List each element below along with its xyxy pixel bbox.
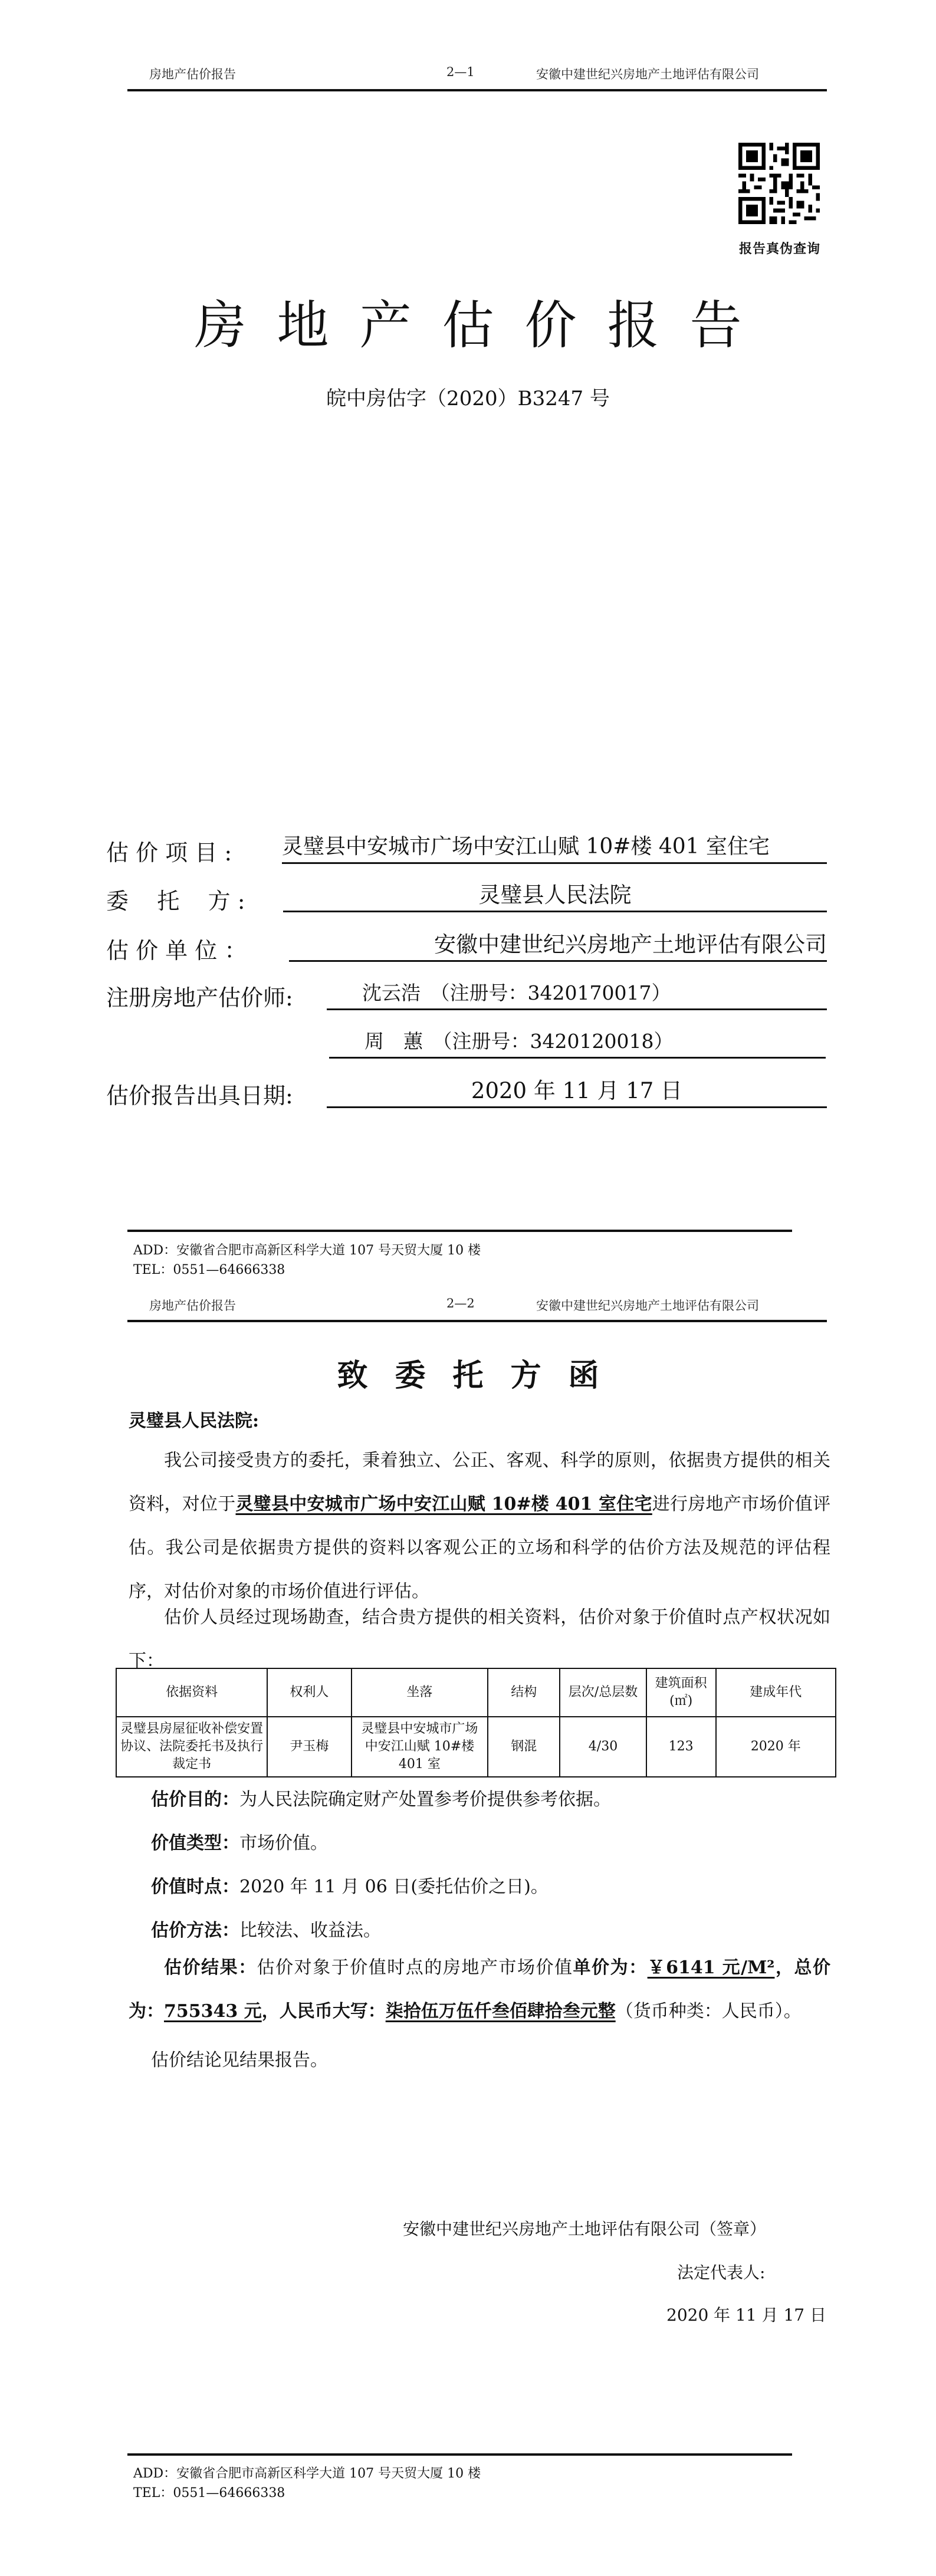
result-rmb-label: ，人民币大写： xyxy=(261,2001,386,2022)
value-date-label: 价值时点： xyxy=(151,1877,239,1897)
footer-contact xyxy=(133,2464,481,2503)
running-header-title: 房地产估价报告 xyxy=(149,1299,236,1313)
footer-phone: TEL：0551—64666338 xyxy=(133,1263,285,1277)
method-value: 比较法、收益法。 xyxy=(239,1920,381,1941)
unit-label: 估 价 单 位 ： xyxy=(106,938,247,964)
table-header-cell: 建筑面积(㎡) xyxy=(646,1668,716,1717)
footer-rule xyxy=(127,1230,792,1232)
valuation-purpose xyxy=(151,1785,611,1811)
table-header-row xyxy=(116,1668,836,1717)
date-value: 2020 年 11 月 17 日 xyxy=(327,1076,827,1108)
header-rule xyxy=(127,89,827,91)
signature-legal-rep: 法定代表人: xyxy=(677,2263,766,2282)
result-text: 估价对象于价值时点的房地产市场价值 xyxy=(257,1957,573,1978)
field-appraiser xyxy=(106,977,293,1012)
table-header-cell: 权利人 xyxy=(267,1668,351,1717)
report-title: 房地产估价报告 xyxy=(194,295,773,356)
table-header-cell: 结构 xyxy=(488,1668,560,1717)
footer-rule xyxy=(127,2453,792,2456)
project-label: 估 价 项 目 : xyxy=(106,840,232,866)
table-header-cell: 层次/总层数 xyxy=(560,1668,646,1717)
qr-caption: 报告真伪查询 xyxy=(739,241,821,257)
table-row xyxy=(116,1717,836,1777)
appraiser-1: 沈云浩 （注册号：3420170017） xyxy=(327,978,827,1010)
project-value: 灵璧县中安城市广场中安江山赋 10#楼 401 室住宅 xyxy=(282,832,827,864)
client-value: 灵璧县人民法院 xyxy=(283,880,827,912)
conclusion-note: 估价结论见结果报告。 xyxy=(151,2050,328,2071)
table-cell-floor: 4/30 xyxy=(560,1717,646,1777)
result-total-label: ，总价为： xyxy=(129,1957,831,2022)
table-cell-owner: 尹玉梅 xyxy=(267,1717,351,1777)
running-header-company: 安徽中建世纪兴房地产土地评估有限公司 xyxy=(536,1299,759,1313)
result-unit-price: ￥6141 元/M² xyxy=(647,1957,775,1978)
table-header-cell: 建成年代 xyxy=(716,1668,836,1717)
value-type-value: 市场价值。 xyxy=(239,1833,328,1854)
unit-value: 安徽中建世纪兴房地产土地评估有限公司 xyxy=(289,929,827,962)
result-label: 估价结果： xyxy=(164,1957,257,1978)
paragraph-intro xyxy=(129,1439,830,1614)
intro-text-b: 进行房地产市场价值评估。我公司是依据贵方提供的资料以客观公正的立场和科学的估价方法及规范的评估程序，对估价对象的市场价值进行评估。 xyxy=(129,1494,831,1602)
letter-title: 致委托方函 xyxy=(337,1358,626,1394)
table-cell-structure: 钢混 xyxy=(488,1717,560,1777)
method-label: 估价方法： xyxy=(151,1920,239,1941)
purpose-label: 估价目的： xyxy=(151,1789,239,1810)
table-header-cell: 依据资料 xyxy=(116,1668,267,1717)
intro-text-a: 我公司接受贵方的委托，秉着独立、公正、客观、科学的原则，依据贵方提供的相关资料，对位于 xyxy=(129,1450,830,1514)
field-unit xyxy=(106,929,247,965)
purpose-value: 为人民法院确定财产处置参考价提供参考依据。 xyxy=(239,1789,611,1810)
result-currency: （货币种类：人民币）。 xyxy=(615,2001,802,2022)
salutation: 灵璧县人民法院: xyxy=(129,1411,260,1431)
field-date xyxy=(106,1075,293,1110)
date-label: 估价报告出具日期: xyxy=(106,1083,293,1109)
valuation-result xyxy=(129,1946,830,2033)
result-unit-label: 单价为： xyxy=(573,1957,648,1978)
footer-contact xyxy=(133,1241,481,1280)
table-header-cell: 坐落 xyxy=(352,1668,488,1717)
appraiser-label: 注册房地产估价师: xyxy=(106,985,293,1011)
client-label: 委 托 方 : xyxy=(106,888,245,914)
running-header-title: 房地产估价报告 xyxy=(149,67,236,81)
running-header-page: 2—2 xyxy=(446,1296,475,1310)
value-type xyxy=(151,1828,328,1854)
qr-code-icon[interactable] xyxy=(738,143,820,224)
result-rmb-uppercase: 柒拾伍万伍仟叁佰肆拾叁元整 xyxy=(385,2001,616,2022)
appraiser-2: 周 蕙 （注册号：3420120018） xyxy=(329,1026,826,1059)
signature-date: 2020 年 11 月 17 日 xyxy=(666,2305,827,2325)
header-rule xyxy=(127,1320,827,1322)
running-header-company: 安徽中建世纪兴房地产土地评估有限公司 xyxy=(536,67,759,81)
result-total-price: 755343 元 xyxy=(164,2001,262,2022)
value-date-value: 2020 年 11 月 06 日(委托估价之日)。 xyxy=(239,1877,549,1897)
table-cell-year: 2020 年 xyxy=(716,1717,836,1777)
property-table xyxy=(116,1668,836,1777)
paragraph-status: 估价人员经过现场勘查，结合贵方提供的相关资料，估价对象于价值时点产权状况如下： xyxy=(129,1607,830,1671)
table-cell-source: 灵璧县房屋征收补偿安置协议、法院委托书及执行裁定书 xyxy=(116,1717,267,1777)
valuation-method xyxy=(151,1915,381,1941)
table-cell-area: 123 xyxy=(646,1717,716,1777)
intro-property-address: 灵璧县中安城市广场中安江山赋 10#楼 401 室住宅 xyxy=(235,1494,652,1514)
signature-company: 安徽中建世纪兴房地产土地评估有限公司（签章） xyxy=(403,2219,767,2239)
footer-phone: TEL：0551—64666338 xyxy=(133,2486,285,2501)
footer-address: ADD：安徽省合肥市高新区科学大道 107 号天贸大厦 10 楼 xyxy=(133,2466,481,2481)
footer-address: ADD：安徽省合肥市高新区科学大道 107 号天贸大厦 10 楼 xyxy=(133,1243,481,1258)
field-client xyxy=(106,880,245,915)
report-reference-number: 皖中房估字（2020）B3247 号 xyxy=(326,387,610,410)
value-type-label: 价值类型： xyxy=(151,1833,239,1854)
value-date xyxy=(151,1872,549,1898)
table-cell-location: 灵璧县中安城市广场中安江山赋 10#楼 401 室 xyxy=(352,1717,488,1777)
field-project xyxy=(106,832,232,867)
running-header-page: 2—1 xyxy=(446,65,475,79)
